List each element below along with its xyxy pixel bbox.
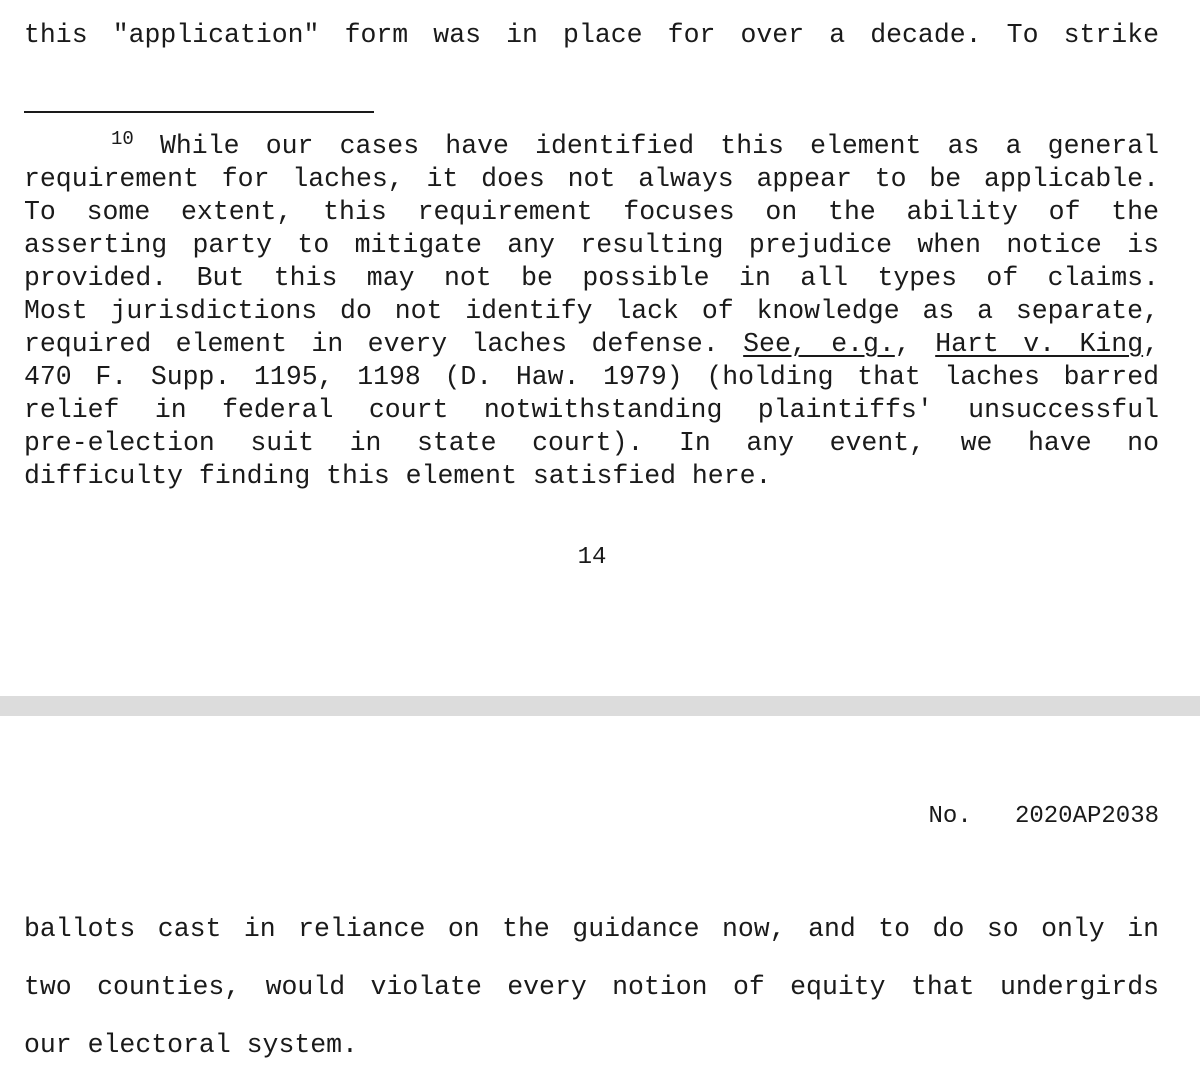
footnote-line: To some extent, this requirement focuses on the ability of the (24, 197, 1159, 227)
footnote-line (24, 328, 1159, 361)
footnote-separator (24, 111, 374, 113)
body-text-line: this "application" form was in place for over a decade. To strike (24, 20, 1159, 50)
body-text-line: two counties, would violate every notion of equity that undergirds (24, 972, 1159, 1002)
footnote-line: difficulty finding this element satisfied here. (24, 461, 772, 491)
citation-separator: , (894, 329, 936, 359)
footnote-line (24, 130, 1159, 163)
case-name: Hart v. King (935, 329, 1144, 359)
footnote-line: asserting party to mitigate any resulting prejudice when notice is (24, 230, 1159, 260)
docket-label: No. (928, 803, 972, 830)
footnote-line: Most jurisdictions do not identify lack of knowledge as a separate, (24, 296, 1159, 326)
citation-signal: See, e.g. (743, 329, 895, 359)
body-text-line: our electoral system. (24, 1030, 358, 1060)
footnote-text: required element in every laches defense. (24, 329, 744, 359)
footnote-line: requirement for laches, it does not always appear to be applicable. (24, 164, 1159, 194)
footnote-line: relief in federal court notwithstanding plaintiffs' unsuccessful (24, 395, 1159, 425)
footnote-line: pre-election suit in state court). In any event, we have no (24, 428, 1159, 458)
page-separator (0, 696, 1200, 716)
citation-punct: , (1143, 329, 1160, 359)
docket-header (929, 802, 1159, 832)
footnote-line: 470 F. Supp. 1195, 1198 (D. Haw. 1979) (holding that laches barred (24, 362, 1159, 392)
body-text-line: ballots cast in reliance on the guidance now, and to do so only in (24, 914, 1159, 944)
document-page-15 (0, 716, 1200, 1082)
footnote-marker: 10 (111, 128, 134, 150)
footnote-line: provided. But this may not be possible in all types of claims. (24, 263, 1159, 293)
docket-number: 2020AP2038 (1014, 803, 1159, 830)
page-number: 14 (577, 544, 607, 571)
footnote-text: While our cases have identified this element as a general (160, 131, 1159, 161)
